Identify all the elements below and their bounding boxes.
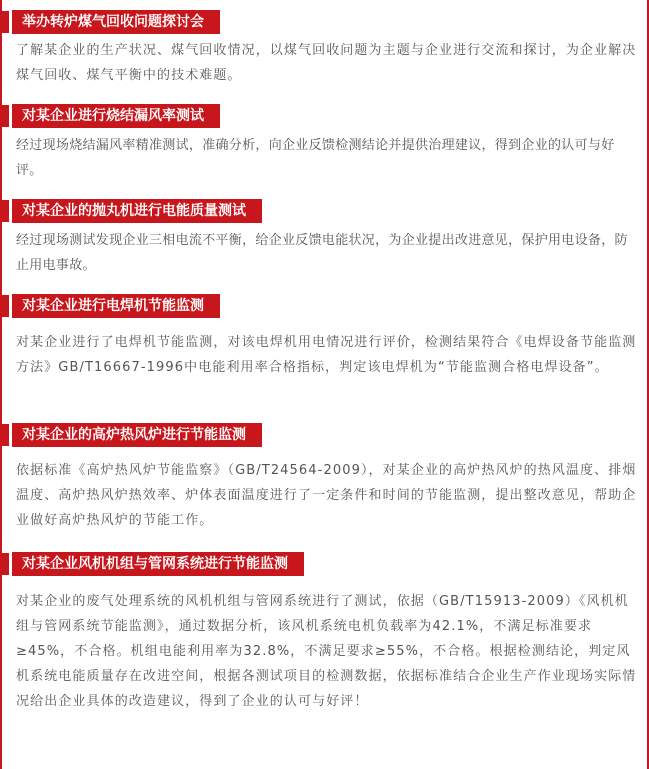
header-accent-bar <box>2 553 9 575</box>
section-body: 经过现场烧结漏风率精准测试，准确分析，向企业反馈检测结论并提供治理建议，得到企业的认可与好评。 <box>16 138 615 178</box>
section-header <box>2 552 304 576</box>
section-title: 举办转炉煤气回收问题探讨会 <box>12 10 220 34</box>
section-title: 对某企业进行电焊机节能监测 <box>12 294 220 318</box>
section-body: 经过现场测试发现企业三相电流不平衡，给企业反馈电能状况，为企业提出改进意见，保护用电设备，防止用电事故。 <box>16 233 628 273</box>
header-accent-bar <box>2 200 9 222</box>
section-title: 对某企业风机机组与管网系统进行节能监测 <box>12 552 304 576</box>
section-body: 对某企业进行了电焊机节能监测，对该电焊机用电情况进行评价，检测结果符合《电焊设备节能监测方法》GB/T16667-1996中电能利用率合格指标，判定该电焊机为“节能监测合格电焊设备”。 <box>16 335 637 375</box>
section-body: 依据标准《高炉热风炉节能监察》（GB/T24564-2009），对某企业的高炉热风炉的热风温度、排烟温度、高炉热风炉热效率、炉体表面温度进行了一定条件和时间的节能监测，提出整改意见，帮助企业做好高炉热风炉的节能工作。 <box>16 463 637 528</box>
header-accent-bar <box>2 424 9 446</box>
section-title: 对某企业的抛丸机进行电能质量测试 <box>12 199 262 223</box>
header-accent-bar <box>2 295 9 317</box>
section-body: 了解某企业的生产状况、煤气回收情况，以煤气回收问题为主题与企业进行交流和探讨，为企业解决煤气回收、煤气平衡中的技术难题。 <box>16 43 637 83</box>
section-header <box>2 10 220 34</box>
section-header <box>2 199 262 223</box>
header-accent-bar <box>2 11 9 33</box>
section-title: 对某企业进行烧结漏风率测试 <box>12 104 220 128</box>
section-body: 对某企业的废气处理系统的风机机组与管网系统进行了测试，依据（GB/T15913-2009）《风机机组与管网系统节能监测》，通过数据分析，该风机系统电机负载率为42.1%，不满足标准要求≥45%，不合格。机组电能利用率为32.8%，不满足要求≥55%，不合格。根据检测结论，判定风机系统电能质量存在改进空间，根据各测试项目的检测数据，依据标准结合企业生产作业现场实际情况给出企业具体的改造建议，得到了企业的认可与好评！ <box>16 594 637 709</box>
section-title: 对某企业的高炉热风炉进行节能监测 <box>12 423 262 447</box>
section-header <box>2 294 220 318</box>
section-header <box>2 423 262 447</box>
header-accent-bar <box>2 105 9 127</box>
section-header <box>2 104 220 128</box>
